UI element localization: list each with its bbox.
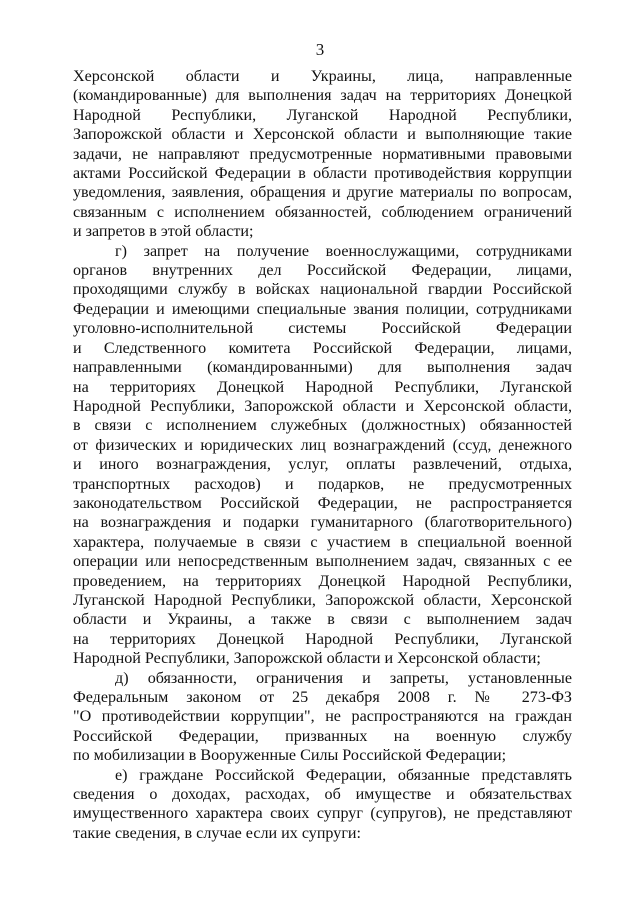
text-line: области и Украины, а также в связи с выполнением задач [73, 611, 572, 629]
page-number: 3 [315, 40, 325, 59]
text-line: уведомления, заявления, обращения и другие материалы по вопросам, [73, 184, 572, 202]
text-line: транспортных расходов) и подарков, не предусмотренных [73, 475, 572, 493]
text-line: уголовно-исполнительной системы Российской Федерации [73, 320, 572, 338]
text-line: задачи, не направляют предусмотренные нормативными правовыми [73, 145, 572, 163]
text-line: актами Российской Федерации в области противодействия коррупции [73, 165, 572, 183]
text-line: операции или непосредственным выполнением задач, связанных с ее [73, 553, 572, 571]
text-line: на вознаграждения и подарки гуманитарного (благотворительного) [73, 514, 572, 532]
text-line: Запорожской области и Херсонской области и выполняющие такие [73, 126, 572, 144]
text-line: законодательством Российской Федерации, не распространяется [73, 494, 572, 512]
text-line: проходящими службу в войсках национальной гвардии Российской [73, 281, 572, 299]
text-line: от физических и юридических лиц вознаграждений (ссуд, денежного [73, 436, 572, 454]
text-line: Народной Республики, Запорожской области и Херсонской области; [73, 650, 541, 668]
text-line: проведением, на территориях Донецкой Народной Республики, [73, 572, 572, 590]
text-line: Народной Республики, Луганской Народной Республики, [73, 106, 572, 124]
text-line: и запретов в этой области; [73, 223, 254, 241]
text-line: (командированные) для выполнения задач на территориях Донецкой [73, 87, 572, 105]
text-line: Федерации и имеющими специальные звания полиции, сотрудниками [73, 300, 572, 318]
text-line: в связи с исполнением служебных (должностных) обязанностей [73, 417, 572, 435]
document-body [73, 67, 572, 843]
text-line: и Следственного комитета Российской Федерации, лицами, [73, 339, 572, 357]
text-line: "О противодействии коррупции", не распространяются на граждан [73, 708, 572, 726]
text-line: на территориях Донецкой Народной Республики, Луганской [73, 378, 572, 396]
text-line: связанным с исполнением обязанностей, соблюдением ограничений [73, 203, 572, 221]
text-line: такие сведения, в случае если их супруги: [73, 824, 361, 842]
text-line: г) запрет на получение военнослужащими, сотрудниками [115, 242, 572, 260]
text-line: и иного вознаграждения, услуг, оплаты развлечений, отдыха, [73, 456, 572, 474]
text-line: Федеральным законом от 25 декабря 2008 г. № 273-ФЗ [73, 689, 572, 706]
text-line: по мобилизации в Вооруженные Силы Российской Федерации; [73, 747, 507, 765]
text-line: на территориях Донецкой Народной Республики, Луганской [73, 630, 572, 648]
text-line: Херсонской области и Украины, лица, направленные [73, 68, 572, 85]
text-line: направленными (командированными) для выполнения задач [73, 359, 572, 377]
text-line: имущественного характера своих супруг (супругов), не представляют [73, 805, 572, 823]
text-line: сведения о доходах, расходах, об имуществе и обязательствах [73, 786, 572, 804]
text-line: характера, получаемые в связи с участием в специальной военной [73, 533, 572, 551]
text-line: д) обязанности, ограничения и запреты, установленные [115, 669, 572, 687]
text-line: Народной Республики, Запорожской области и Херсонской области, [73, 397, 572, 415]
text-line: Луганской Народной Республики, Запорожской области, Херсонской [73, 591, 572, 609]
text-line: е) граждане Российской Федерации, обязанные представлять [115, 766, 572, 784]
text-line: Российской Федерации, призванных на военную службу [73, 727, 572, 745]
text-line: органов внутренних дел Российской Федерации, лицами, [73, 262, 572, 280]
